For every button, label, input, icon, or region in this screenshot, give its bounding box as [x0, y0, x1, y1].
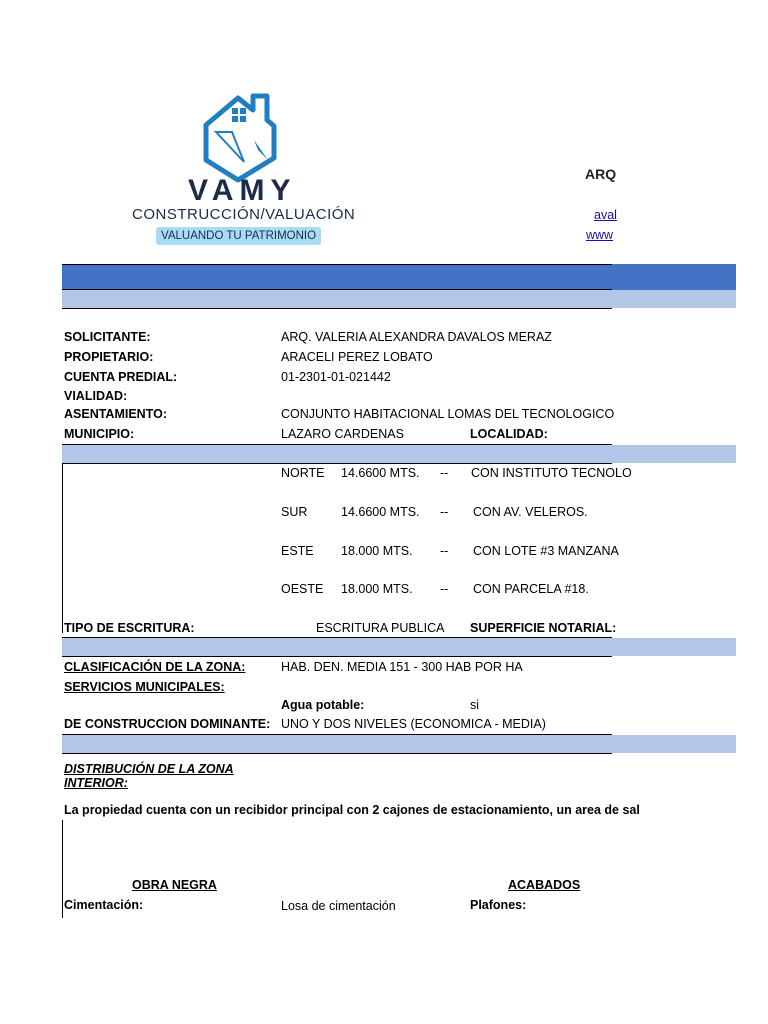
- brand-name: VAMY: [188, 174, 297, 207]
- asentamiento-value: CONJUNTO HABITACIONAL LOMAS DEL TECNOLOGICO: [281, 407, 615, 421]
- boundary-dash: --: [440, 466, 449, 480]
- section-band: [62, 290, 736, 308]
- construccion-dominante-label: DE CONSTRUCCION DOMINANTE:: [64, 717, 271, 731]
- boundary-direction: NORTE: [281, 466, 325, 480]
- website-link[interactable]: www: [586, 228, 614, 242]
- boundary-description: CON PARCELA #18.: [473, 582, 589, 596]
- boundary-measure: 18.000 MTS.: [341, 544, 413, 558]
- section-band: [62, 638, 736, 656]
- divider: [62, 264, 612, 265]
- distribucion-title-line1: DISTRIBUCIÓN DE LA ZONA: [64, 762, 234, 776]
- boundary-description: CON AV. VELEROS.: [473, 505, 588, 519]
- servicios-municipales-label: SERVICIOS MUNICIPALES:: [64, 680, 225, 694]
- acabados-label: ACABADOS: [508, 878, 581, 892]
- superficie-notarial-label: SUPERFICIE NOTARIAL:: [470, 621, 617, 635]
- propietario-label: PROPIETARIO:: [64, 350, 154, 364]
- cuenta-predial-value: 01-2301-01-021442: [281, 370, 391, 384]
- boundary-description: CON INSTITUTO TECNOLO: [471, 466, 632, 480]
- agua-potable-value: si: [470, 698, 480, 712]
- boundary-direction: SUR: [281, 505, 308, 519]
- boundary-direction: OESTE: [281, 582, 324, 596]
- boundary-measure: 14.6600 MTS.: [341, 466, 420, 480]
- brand-slogan: VALUANDO TU PATRIMONIO: [156, 227, 321, 245]
- cimentacion-label: Cimentación:: [64, 898, 144, 912]
- asentamiento-label: ASENTAMIENTO:: [64, 407, 168, 421]
- construccion-dominante-value: UNO Y DOS NIVELES (ECONOMICA - MEDIA): [281, 717, 546, 731]
- municipio-label: MUNICIPIO:: [64, 427, 135, 441]
- obra-negra-label: OBRA NEGRA: [132, 878, 217, 892]
- left-border: [62, 820, 63, 918]
- house-icon: [120, 88, 370, 180]
- clasificacion-zona-label: CLASIFICACIÓN DE LA ZONA:: [64, 660, 246, 674]
- distribucion-text: La propiedad cuenta con un recibidor principal con 2 cajones de estacionamiento, un area de sal: [64, 803, 640, 817]
- title-band: [62, 264, 736, 290]
- localidad-label: LOCALIDAD:: [470, 427, 548, 441]
- tipo-escritura-label: TIPO DE ESCRITURA:: [64, 621, 195, 635]
- boundary-measure: 18.000 MTS.: [341, 582, 413, 596]
- boundary-direction: ESTE: [281, 544, 314, 558]
- email-link[interactable]: aval: [594, 208, 617, 222]
- solicitante-label: SOLICITANTE:: [64, 330, 151, 344]
- divider: [62, 753, 612, 754]
- propietario-value: ARACELI PEREZ LOBATO: [281, 350, 433, 364]
- clasificacion-zona-value: HAB. DEN. MEDIA 151 - 300 HAB POR HA: [281, 660, 523, 674]
- company-logo: [120, 88, 370, 248]
- boundary-dash: --: [440, 505, 449, 519]
- divider: [62, 656, 612, 657]
- municipio-value: LAZARO CARDENAS: [281, 427, 404, 441]
- section-band: [62, 735, 736, 753]
- brand-subtitle: CONSTRUCCIÓN/VALUACIÓN: [132, 206, 356, 223]
- boundary-measure: 14.6600 MTS.: [341, 505, 420, 519]
- architect-label: ARQ: [585, 166, 617, 182]
- boundary-dash: --: [440, 544, 449, 558]
- left-border: [62, 463, 63, 633]
- tipo-escritura-value: ESCRITURA PUBLICA: [316, 621, 445, 635]
- boundary-dash: --: [440, 582, 449, 596]
- distribucion-title-line2: INTERIOR:: [64, 776, 128, 790]
- solicitante-value: ARQ. VALERIA ALEXANDRA DAVALOS MERAZ: [281, 330, 552, 344]
- cimentacion-value: Losa de cimentación: [281, 899, 396, 913]
- section-band: [62, 445, 736, 463]
- divider: [62, 308, 612, 309]
- cuenta-predial-label: CUENTA PREDIAL:: [64, 370, 178, 384]
- divider: [62, 463, 612, 464]
- agua-potable-label: Agua potable:: [281, 698, 365, 712]
- plafones-label: Plafones:: [470, 898, 527, 912]
- vialidad-label: VIALIDAD:: [64, 389, 128, 403]
- boundary-description: CON LOTE #3 MANZANA: [473, 544, 619, 558]
